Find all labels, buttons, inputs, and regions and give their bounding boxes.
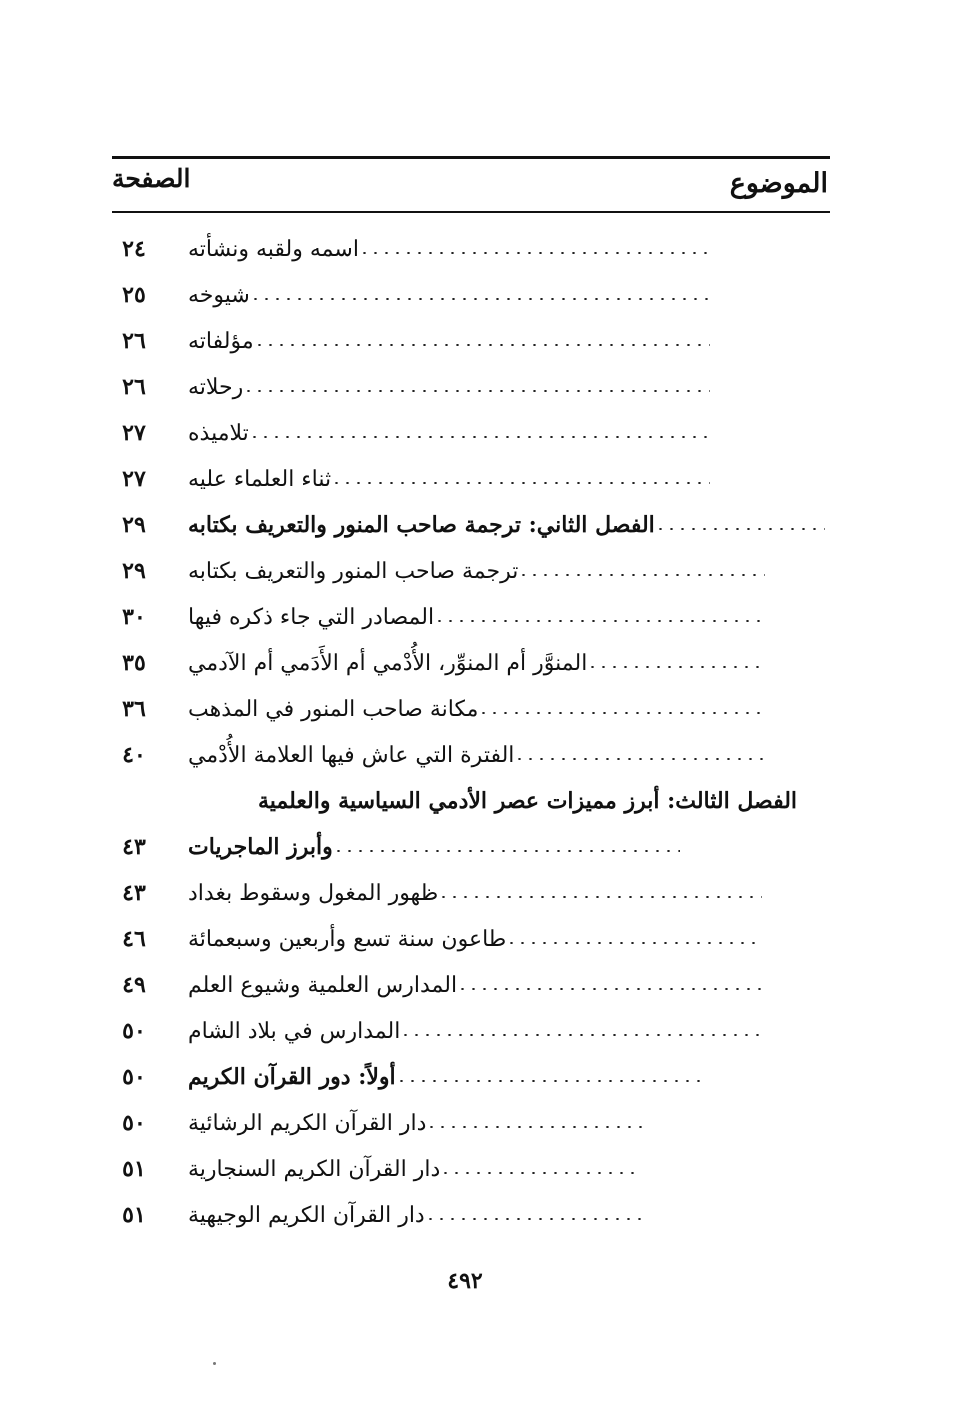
dot-leader <box>518 574 765 576</box>
toc-entry-page: ٢٥ <box>122 282 146 308</box>
toc-entry-page: ٥٠ <box>122 1064 146 1090</box>
toc-entry <box>0 1103 980 1143</box>
toc-chapter-entry <box>0 781 980 821</box>
toc-entry-page: ٤٩ <box>122 972 146 998</box>
toc-entry-line <box>250 781 825 821</box>
toc-entry-page: ٤٦ <box>122 926 146 952</box>
toc-entry-line <box>180 275 710 315</box>
dot-leader <box>359 252 710 254</box>
toc-entry-line <box>180 965 762 1005</box>
toc-entry-page: ٤٣ <box>122 834 146 860</box>
toc-entry <box>0 367 980 407</box>
dot-leader <box>478 712 765 714</box>
toc-entry-page <box>112 781 156 821</box>
toc-entry-title: دار القرآن الكريم الوجيهية <box>188 1202 425 1228</box>
dot-leader <box>243 390 710 392</box>
toc-entry-line <box>180 1195 642 1235</box>
toc-entry-line <box>180 1149 642 1189</box>
toc-entry-page: ٣٠ <box>122 604 146 630</box>
toc-entry-line <box>180 505 825 545</box>
toc-entry-line <box>180 827 680 867</box>
dot-leader <box>333 850 680 852</box>
toc-chapter-entry <box>0 827 980 867</box>
toc-entry-line <box>180 321 710 361</box>
toc-entry-title: شيوخه <box>188 282 250 308</box>
toc-entry-page: ٥٠ <box>122 1018 146 1044</box>
toc-entry-title: المدارس في بلاد الشام <box>188 1018 401 1044</box>
toc-entry-line <box>180 597 765 637</box>
toc-entry <box>0 919 980 959</box>
toc-entry <box>0 459 980 499</box>
dot-leader <box>250 298 710 300</box>
toc-entry-line <box>180 459 710 499</box>
toc-entry-line <box>180 689 765 729</box>
dot-leader <box>440 1172 642 1174</box>
dot-leader <box>331 482 710 484</box>
toc-entry-title: تلاميذه <box>188 420 249 446</box>
toc-entry-page: ٥١ <box>122 1202 146 1228</box>
toc-entry-page: ٢٧ <box>122 466 146 492</box>
toc-entry-line <box>180 873 762 913</box>
toc-entry <box>0 321 980 361</box>
toc-entry-page: ٥٠ <box>122 1110 146 1136</box>
dot-leader <box>400 1034 762 1036</box>
dot-leader <box>434 620 765 622</box>
toc-entry-page: ٢٩ <box>122 512 146 538</box>
toc-entry <box>0 275 980 315</box>
toc-entry <box>0 965 980 1005</box>
toc-entry <box>0 643 980 683</box>
scan-speck <box>213 1362 216 1365</box>
toc-chapter-entry <box>0 505 980 545</box>
toc-entry-title: رحلاته <box>188 374 244 400</box>
toc-entry-title: اسمه ولقبه ونشأته <box>188 236 359 262</box>
dot-leader <box>457 988 762 990</box>
toc-entry-title: المنوَّر أم المنوِّر، الأُدْمي أم الأَدَمي أم الآدمي <box>188 650 588 676</box>
toc-entry-title: دار القرآن الكريم السنجارية <box>188 1156 441 1182</box>
toc-entry <box>0 1149 980 1189</box>
toc-entry-title: المصادر التي جاء ذكره فيها <box>188 604 435 630</box>
toc-entry-line <box>180 367 710 407</box>
toc-entry <box>0 413 980 453</box>
dot-leader <box>249 436 710 438</box>
toc-entry-title: ظهور المغول وسقوط بغداد <box>188 880 439 906</box>
dot-leader <box>514 758 765 760</box>
toc-section-entry <box>0 1057 980 1097</box>
toc-entry-title: طاعون سنة تسع وأربعين وسبعمائة <box>188 926 507 952</box>
toc-entry-title: المدارس العلمية وشيوع العلم <box>188 972 458 998</box>
toc-entry-page: ٣٦ <box>122 696 146 722</box>
toc-entry <box>0 689 980 729</box>
toc-entry-page: ٣٥ <box>122 650 146 676</box>
toc-section-title: أولاً: دور القرآن الكريم <box>188 1064 396 1090</box>
dot-leader <box>426 1126 642 1128</box>
toc-entry <box>0 229 980 269</box>
dot-leader <box>438 896 762 898</box>
toc-entry <box>0 1195 980 1235</box>
toc-entry-title: مؤلفاته <box>188 328 254 354</box>
toc-entry-line <box>180 919 762 959</box>
toc-entry-page: ٢٤ <box>122 236 146 262</box>
page-number: ٤٩٢ <box>447 1268 483 1294</box>
toc-entry-page: ٢٦ <box>122 374 146 400</box>
toc-entry <box>0 551 980 591</box>
toc-entry-title: مكانة صاحب المنور في المذهب <box>188 696 479 722</box>
column-header-topic: الموضوع <box>729 168 828 199</box>
dot-leader <box>396 1080 702 1082</box>
toc-entry-page: ٤٣ <box>122 880 146 906</box>
toc-entry-title: ترجمة صاحب المنور والتعريف بكتابه <box>188 558 519 584</box>
toc-chapter-title: الفصل الثاني: ترجمة صاحب المنور والتعريف بكتابه <box>188 512 655 538</box>
toc-entry-line <box>180 229 710 269</box>
dot-leader <box>254 344 710 346</box>
toc-entry-line <box>180 735 765 775</box>
toc-entry-page: ٢٩ <box>122 558 146 584</box>
toc-entry-line <box>180 1057 702 1097</box>
toc-chapter-title: وأبرز الماجريات <box>188 834 333 860</box>
toc-entry-line <box>180 643 765 683</box>
dot-leader <box>506 942 762 944</box>
toc-entry-page: ٢٦ <box>122 328 146 354</box>
toc-entry-title: ثناء العلماء عليه <box>188 466 332 492</box>
toc-entry <box>0 735 980 775</box>
toc-entry-title: دار القرآن الكريم الرشائية <box>188 1110 427 1136</box>
toc-entry-line <box>180 1011 762 1051</box>
column-header-page: الصفحة <box>112 164 191 193</box>
toc-entry-line <box>180 413 710 453</box>
toc-entry <box>0 873 980 913</box>
dot-leader <box>587 666 765 668</box>
toc-entry-line <box>180 1103 642 1143</box>
toc-entry-line <box>180 551 765 591</box>
toc-chapter-title: الفصل الثالث: أبرز مميزات عصر الأدمي السياسية والعلمية <box>258 788 798 814</box>
toc-entry-title: الفترة التي عاش فيها العلامة الأُدْمي <box>188 742 515 768</box>
dot-leader <box>655 528 825 530</box>
toc-entry <box>0 597 980 637</box>
dot-leader <box>425 1218 642 1220</box>
toc-entry-page: ٢٧ <box>122 420 146 446</box>
toc-entry-page: ٤٠ <box>122 742 146 768</box>
toc-entry-page: ٥١ <box>122 1156 146 1182</box>
toc-entry <box>0 1011 980 1051</box>
